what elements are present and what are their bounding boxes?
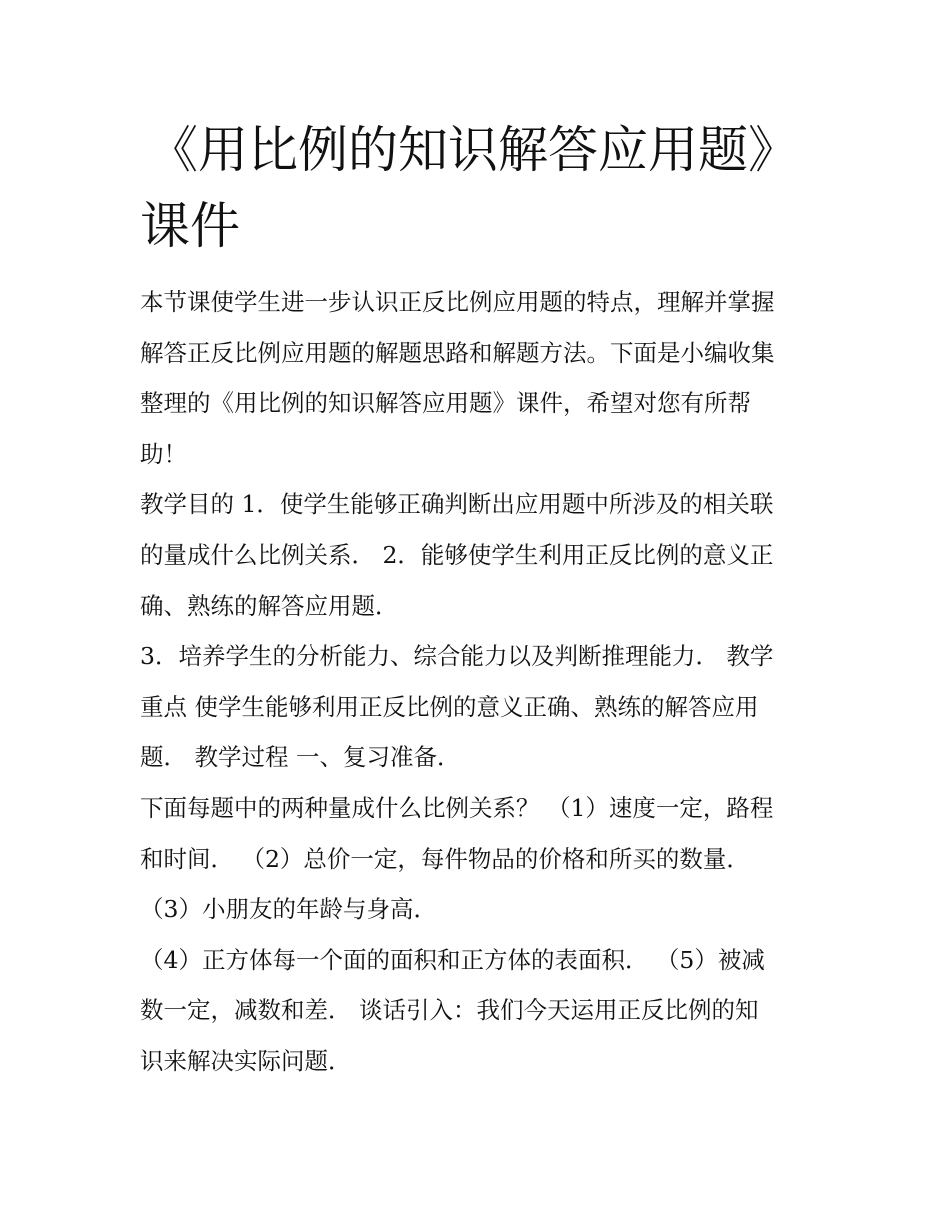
body-line: 解答正反比例应用题的解题思路和解题方法。下面是小编收集 <box>140 338 775 367</box>
document-body <box>140 277 820 1087</box>
document-title <box>140 112 820 264</box>
body-line: 数一定，减数和差． 谈话引入：我们今天运用正反比例的知 <box>140 996 759 1025</box>
body-line: （3）小朋友的年龄与身高． <box>140 895 437 924</box>
body-line: （4）正方体每一个面的面积和正方体的表面积． （5）被减 <box>140 945 765 974</box>
body-line: 确、熟练的解答应用题． <box>140 591 399 620</box>
body-line: 整理的《用比例的知识解答应用题》课件，希望对您有所帮 <box>140 389 751 418</box>
title-line-2: 课件 <box>140 197 240 255</box>
body-line: 重点 使学生能够利用正反比例的意义正确、熟练的解答应用 <box>140 692 759 721</box>
body-line: 助！ <box>140 439 187 468</box>
body-line: 本节课使学生进一步认识正反比例应用题的特点，理解并掌握 <box>140 288 775 316</box>
body-line: 3．培养学生的分析能力、综合能力以及判断推理能力． 教学 <box>140 642 774 671</box>
body-line: 和时间． （2）总价一定，每件物品的价格和所买的数量． <box>140 844 750 873</box>
body-line: 题． 教学过程 一、复习准备． <box>140 743 461 772</box>
body-line: 识来解决实际问题． <box>140 1046 352 1075</box>
body-line: 教学目的 1．使学生能够正确判断出应用题中所涉及的相关联 <box>140 490 774 519</box>
body-line: 的量成什么比例关系． 2．能够使学生利用正反比例的意义正 <box>140 540 774 569</box>
title-line-1: 《用比例的知识解答应用题》 <box>148 121 798 179</box>
body-line: 下面每题中的两种量成什么比例关系？ （1）速度一定，路程 <box>140 793 774 822</box>
